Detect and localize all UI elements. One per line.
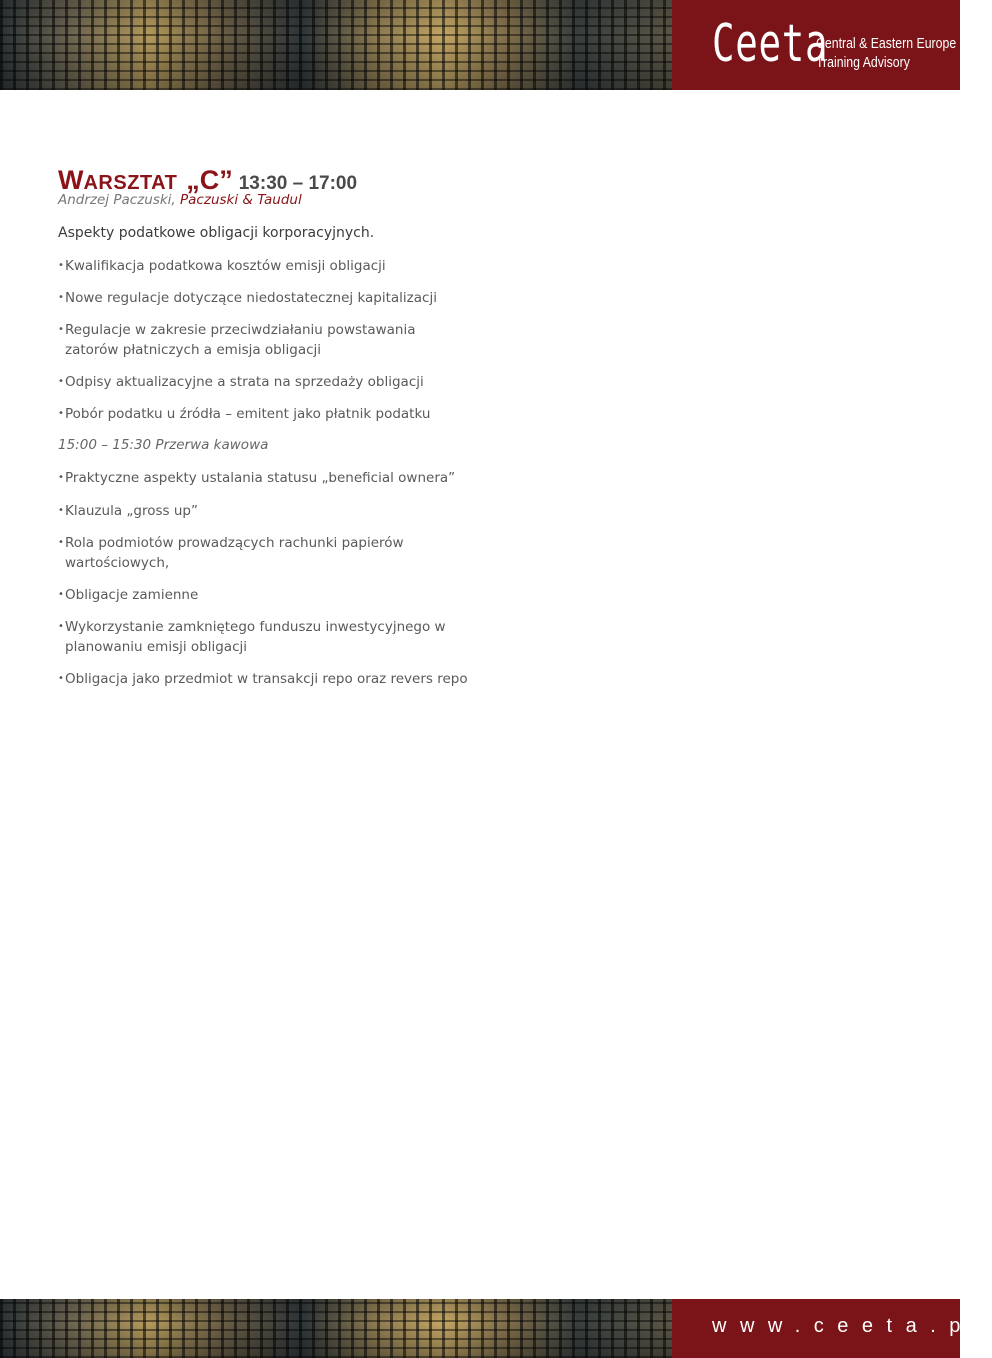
header-banner (0, 0, 960, 90)
footer-banner (0, 1299, 992, 1358)
workshop-title: WARSZTAT „C” 13:30 – 17:00 (58, 165, 358, 195)
list-item: • Praktyczne aspekty ustalania statusu „beneficial ownera” (58, 470, 456, 486)
bullet-icon: • (58, 376, 64, 387)
logo-tagline (816, 34, 956, 72)
speaker-firm: Paczuski & Taudul (180, 192, 302, 208)
bullet-icon: • (58, 505, 64, 516)
bullet-icon: • (58, 621, 64, 632)
list-item: • Klauzula „gross up” (58, 503, 198, 519)
list-item: • Nowe regulacje dotyczące niedostatecznej kapitalizacji (58, 290, 437, 306)
list-item: • Obligacja jako przedmiot w transakcji repo oraz revers repo (58, 671, 468, 687)
list-item: • Obligacje zamienne (58, 587, 199, 603)
bullet-icon: • (58, 408, 64, 419)
list-item: • Regulacje w zakresie przeciwdziałaniu powstawania zatorów płatniczych a emisja obligacji (58, 322, 416, 358)
bullet-icon: • (58, 260, 64, 271)
workshop-topic: Aspekty podatkowe obligacji korporacyjnych. (58, 225, 375, 241)
list-item: • Pobór podatku u źródła – emitent jako płatnik podatku (58, 406, 431, 422)
bullet-icon: • (58, 324, 64, 335)
workshop-section (58, 160, 918, 687)
bullet-icon: • (58, 537, 64, 548)
speaker (58, 192, 302, 208)
bullet-icon: • (58, 589, 64, 600)
speaker-name: Andrzej Paczuski, (58, 192, 176, 208)
list-item: • Odpisy aktualizacyjne a strata na sprzedaży obligacji (58, 374, 424, 390)
workshop-time: 13:30 – 17:00 (238, 173, 358, 194)
tagline-line-1: Central & Eastern Europe (816, 35, 957, 52)
list-item: • Kwalifikacja podatkowa kosztów emisji obligacji (58, 258, 386, 274)
list-item: • Wykorzystanie zamkniętego funduszu inwestycyjnego w planowaniu emisji obligacji (58, 619, 446, 655)
bullet-icon: • (58, 472, 64, 483)
coffee-break: 15:00 – 15:30 Przerwa kawowa (58, 437, 269, 453)
bullet-icon: • (58, 292, 64, 303)
list-item: • Rola podmiotów prowadzących rachunki papierów wartościowych, (58, 535, 404, 571)
tagline-line-2: Training Advisory (816, 54, 910, 71)
website-link[interactable]: www.ceeta.pl (712, 1315, 992, 1337)
bullet-icon: • (58, 673, 64, 684)
ceeta-logo: Ceeta (712, 14, 829, 74)
